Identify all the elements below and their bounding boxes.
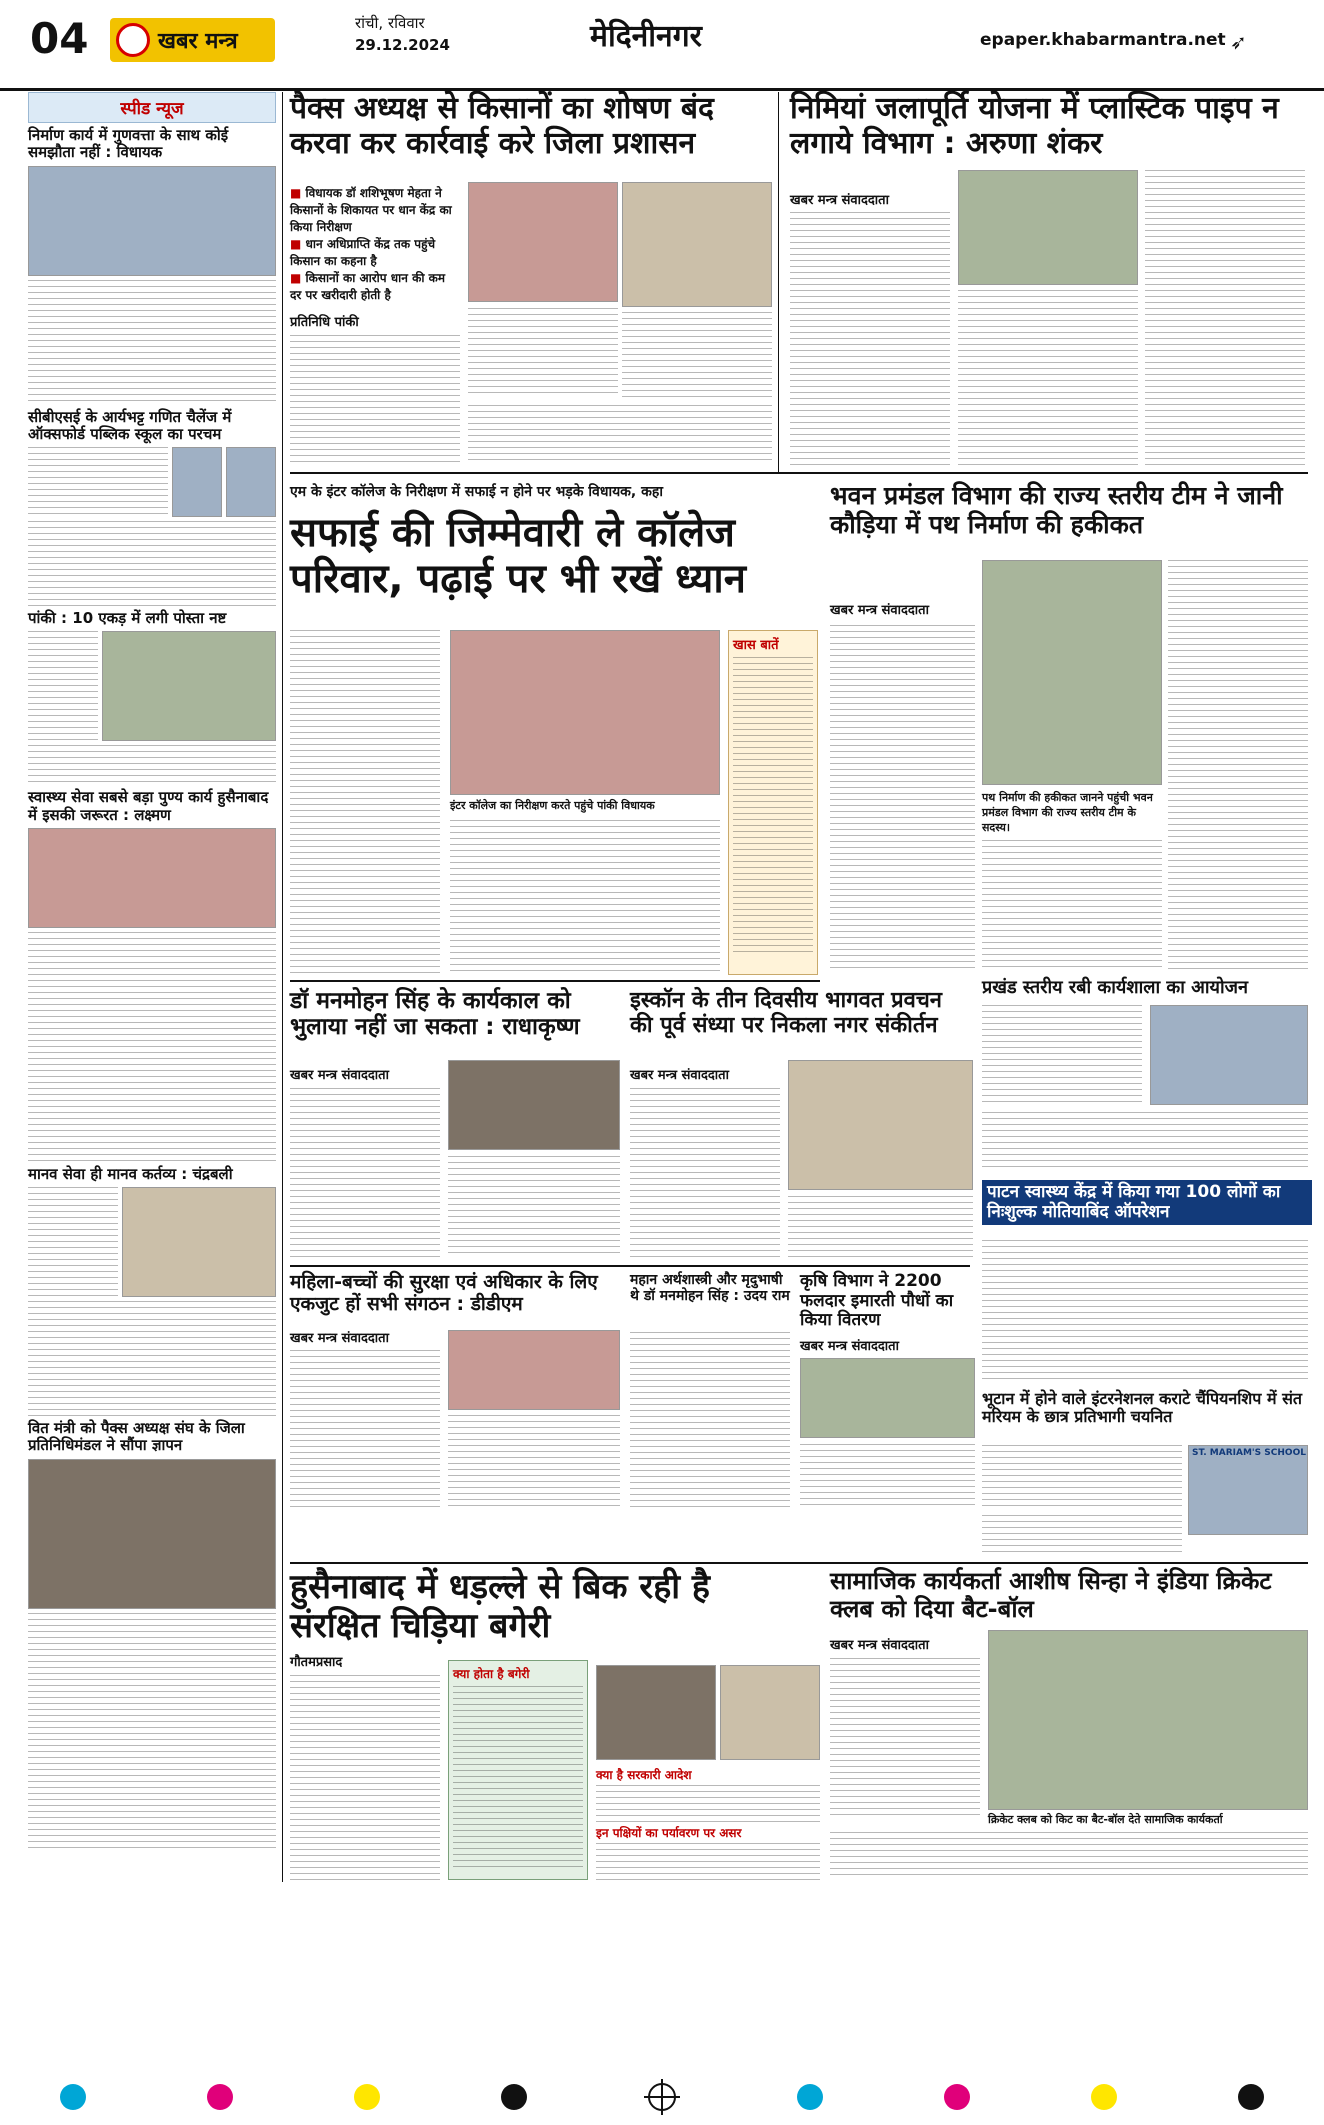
eye-camp-headline: पाटन स्वास्थ्य केंद्र में किया गया 100 लोगों का निःशुल्क मोतियाबिंद ऑपरेशन xyxy=(982,1180,1312,1225)
health-camp-photo xyxy=(28,828,276,928)
mid-kicker: एम के इंटर कॉलेज के निरीक्षण में सफाई न होने पर भड़के विधायक, कहा xyxy=(290,484,663,500)
dateline xyxy=(355,12,450,56)
road-headline: भवन प्रमंडल विभाग की राज्य स्तरीय टीम ने जानी कौड़िया में पथ निर्माण की हकीकत xyxy=(830,481,1283,539)
field-photo xyxy=(102,631,276,741)
city-day: रांची, रविवार xyxy=(355,14,425,32)
top-mid-headline: पैक्स अध्यक्ष से किसानों का शोषण बंद करवा कर कार्रवाई करे जिला प्रशासन xyxy=(290,91,714,161)
manmohan-headline: डॉ मनमोहन सिंह के कार्यकाल को भुलाया नहीं जा सकता : राधाकृष्ण xyxy=(290,988,580,1041)
agri-headline: कृषि विभाग ने 2200 फलदार इमारती पौधों का किया वितरण xyxy=(800,1271,954,1331)
road-caption: पथ निर्माण की हकीकत जानने पहुंची भवन प्रमंडल विभाग की राज्य स्तरीय टीम के सदस्य। xyxy=(982,791,1153,834)
women-byline: खबर मन्त्र संवाददाता xyxy=(290,1331,389,1346)
environment-title: इन पक्षियों का पर्यावरण पर असर xyxy=(596,1826,742,1840)
bagheri-box-title: क्या होता है बगेरी xyxy=(453,1667,530,1681)
key-points-box xyxy=(728,630,818,975)
left-story-title: स्वास्थ्य सेवा सबसे बड़ा पुण्य कार्य हुसैनाबाद में इसकी जरूरत : लक्ष्मण xyxy=(28,788,269,824)
college-inspection-photo xyxy=(450,630,720,795)
pipeline-photo xyxy=(958,170,1138,285)
workshop-photo xyxy=(1150,1005,1308,1105)
road-byline: खबर मन्त्र संवाददाता xyxy=(830,603,929,618)
student-photo xyxy=(226,447,276,517)
top-mid-photo xyxy=(468,182,618,302)
top-right-byline: खबर मन्त्र संवाददाता xyxy=(790,193,889,208)
cursor-icon: ➶ xyxy=(1230,30,1247,54)
top-mid-byline: प्रतिनिधि पांकी xyxy=(290,315,359,330)
left-story-title: वित मंत्री को पैक्स अध्यक्ष संघ के जिला प्रतिनिधिमंडल ने सौंपा ज्ञापन xyxy=(28,1419,245,1455)
masthead xyxy=(0,0,1324,91)
left-column xyxy=(28,92,276,1882)
top-mid-bullets: ■ विधायक डॉ शशिभूषण मेहता ने किसानों के शिकायत पर धान केंद्र का किया निरीक्षण ■ धान अधिप्राप्ति केंद्र तक पहुंचे किसान का कहना है ■ किसानों का आरोप धान की कम दर पर खरीदारी होती है xyxy=(290,185,460,304)
iskcon-byline: खबर मन्त्र संवाददाता xyxy=(630,1068,729,1083)
school-badge: ST. MARIAM'S SCHOOL xyxy=(1192,1448,1306,1458)
govt-order-box xyxy=(596,1766,820,1821)
bird-photo xyxy=(596,1665,716,1760)
top-right-headline: निमियां जलापूर्ति योजना में प्लास्टिक पाइप न लगाये विभाग : अरुणा शंकर xyxy=(790,91,1279,161)
blanket-distribution-photo xyxy=(122,1187,276,1297)
manmohan-byline: खबर मन्त्र संवाददाता xyxy=(290,1068,389,1083)
meeting-photo xyxy=(448,1330,620,1410)
cricket-team-photo xyxy=(988,1630,1308,1810)
print-color-bar xyxy=(0,2077,1324,2117)
bird-byline: गौतमप्रसाद xyxy=(290,1655,343,1670)
karate-headline: भूटान में होने वाले इंटरनेशनल कराटे चैंपियनशिप में संत मरियम के छात्र प्रतिभागी चयनित xyxy=(982,1389,1303,1427)
tribute-photo xyxy=(448,1060,620,1150)
memorandum-photo xyxy=(28,1459,276,1609)
bird-market-photo xyxy=(720,1665,820,1760)
iskcon-headline: इस्कॉन के तीन दिवसीय भागवत प्रवचन की पूर्व संध्या पर निकला नगर संकीर्तन xyxy=(630,988,942,1039)
environment-box xyxy=(596,1824,820,1880)
cricket-caption: क्रिकेट क्लब को किट का बैट-बॉल देते सामाजिक कार्यकर्ता xyxy=(988,1813,1223,1826)
women-safety-headline: महिला-बच्चों की सुरक्षा एवं अधिकार के लिए एकजुट हों सभी संगठन : डीडीएम xyxy=(290,1271,598,1315)
bird-headline: हुसैनाबाद में धड़ल्ले से बिक रही है संरक्षित चिड़िया बगेरी xyxy=(290,1567,710,1647)
section-title: मेदिनीनगर xyxy=(590,19,702,54)
page-number: 04 xyxy=(30,14,89,63)
mid-headline: सफाई की जिम्मेवारी ले कॉलेज परिवार, पढ़ाई पर भी रखें ध्यान xyxy=(290,510,746,602)
brand-name: खबर मन्त्र xyxy=(158,29,238,54)
left-story-title: पांकी : 10 एकड़ में लगी पोस्ता नष्ट xyxy=(28,609,227,627)
left-story-image xyxy=(28,166,276,276)
cricket-byline: खबर मन्त्र संवाददाता xyxy=(830,1638,929,1653)
cricket-headline: सामाजिक कार्यकर्ता आशीष सिन्हा ने इंडिया क्रिकेट क्लब को दिया बैट-बॉल xyxy=(830,1567,1272,1623)
student-photo xyxy=(172,447,222,517)
epaper-link[interactable]: epaper.khabarmantra.net xyxy=(980,30,1226,50)
left-story-title: सीबीएसई के आर्यभट्ट गणित चैलेंज में ऑक्सफोर्ड पब्लिक स्कूल का परचम xyxy=(28,407,232,443)
sankirtan-photo xyxy=(788,1060,973,1190)
top-mid-photo xyxy=(622,182,772,307)
college-caption: इंटर कॉलेज का निरीक्षण करते पहुंचे पांकी विधायक xyxy=(450,799,655,812)
speed-news-label: स्पीड न्यूज xyxy=(28,92,276,123)
road-team-photo xyxy=(982,560,1162,785)
left-story-title: मानव सेवा ही मानव कर्तव्य : चंद्रबली xyxy=(28,1164,233,1183)
brand-icon xyxy=(116,23,150,57)
govt-order-title: क्या है सरकारी आदेश xyxy=(596,1768,692,1782)
udaya-headline: महान अर्थशास्त्री और मृदुभाषी थे डॉ मनमोहन सिंह : उदय राम xyxy=(630,1272,790,1305)
brand-logo[interactable] xyxy=(110,18,275,62)
issue-date: 29.12.2024 xyxy=(355,36,450,54)
registration-mark-icon xyxy=(648,2083,676,2111)
left-story-title: निर्माण कार्य में गुणवत्ता के साथ कोई समझौता नहीं : विधायक xyxy=(28,126,229,162)
agri-byline: खबर मन्त्र संवाददाता xyxy=(800,1339,899,1354)
sapling-photo xyxy=(800,1358,975,1438)
key-points-title: खास बातें xyxy=(733,638,779,653)
bagheri-info-box xyxy=(448,1660,588,1880)
rabi-workshop-headline: प्रखंड स्तरीय रबी कार्यशाला का आयोजन xyxy=(982,977,1248,998)
karate-team-photo xyxy=(1188,1445,1308,1535)
